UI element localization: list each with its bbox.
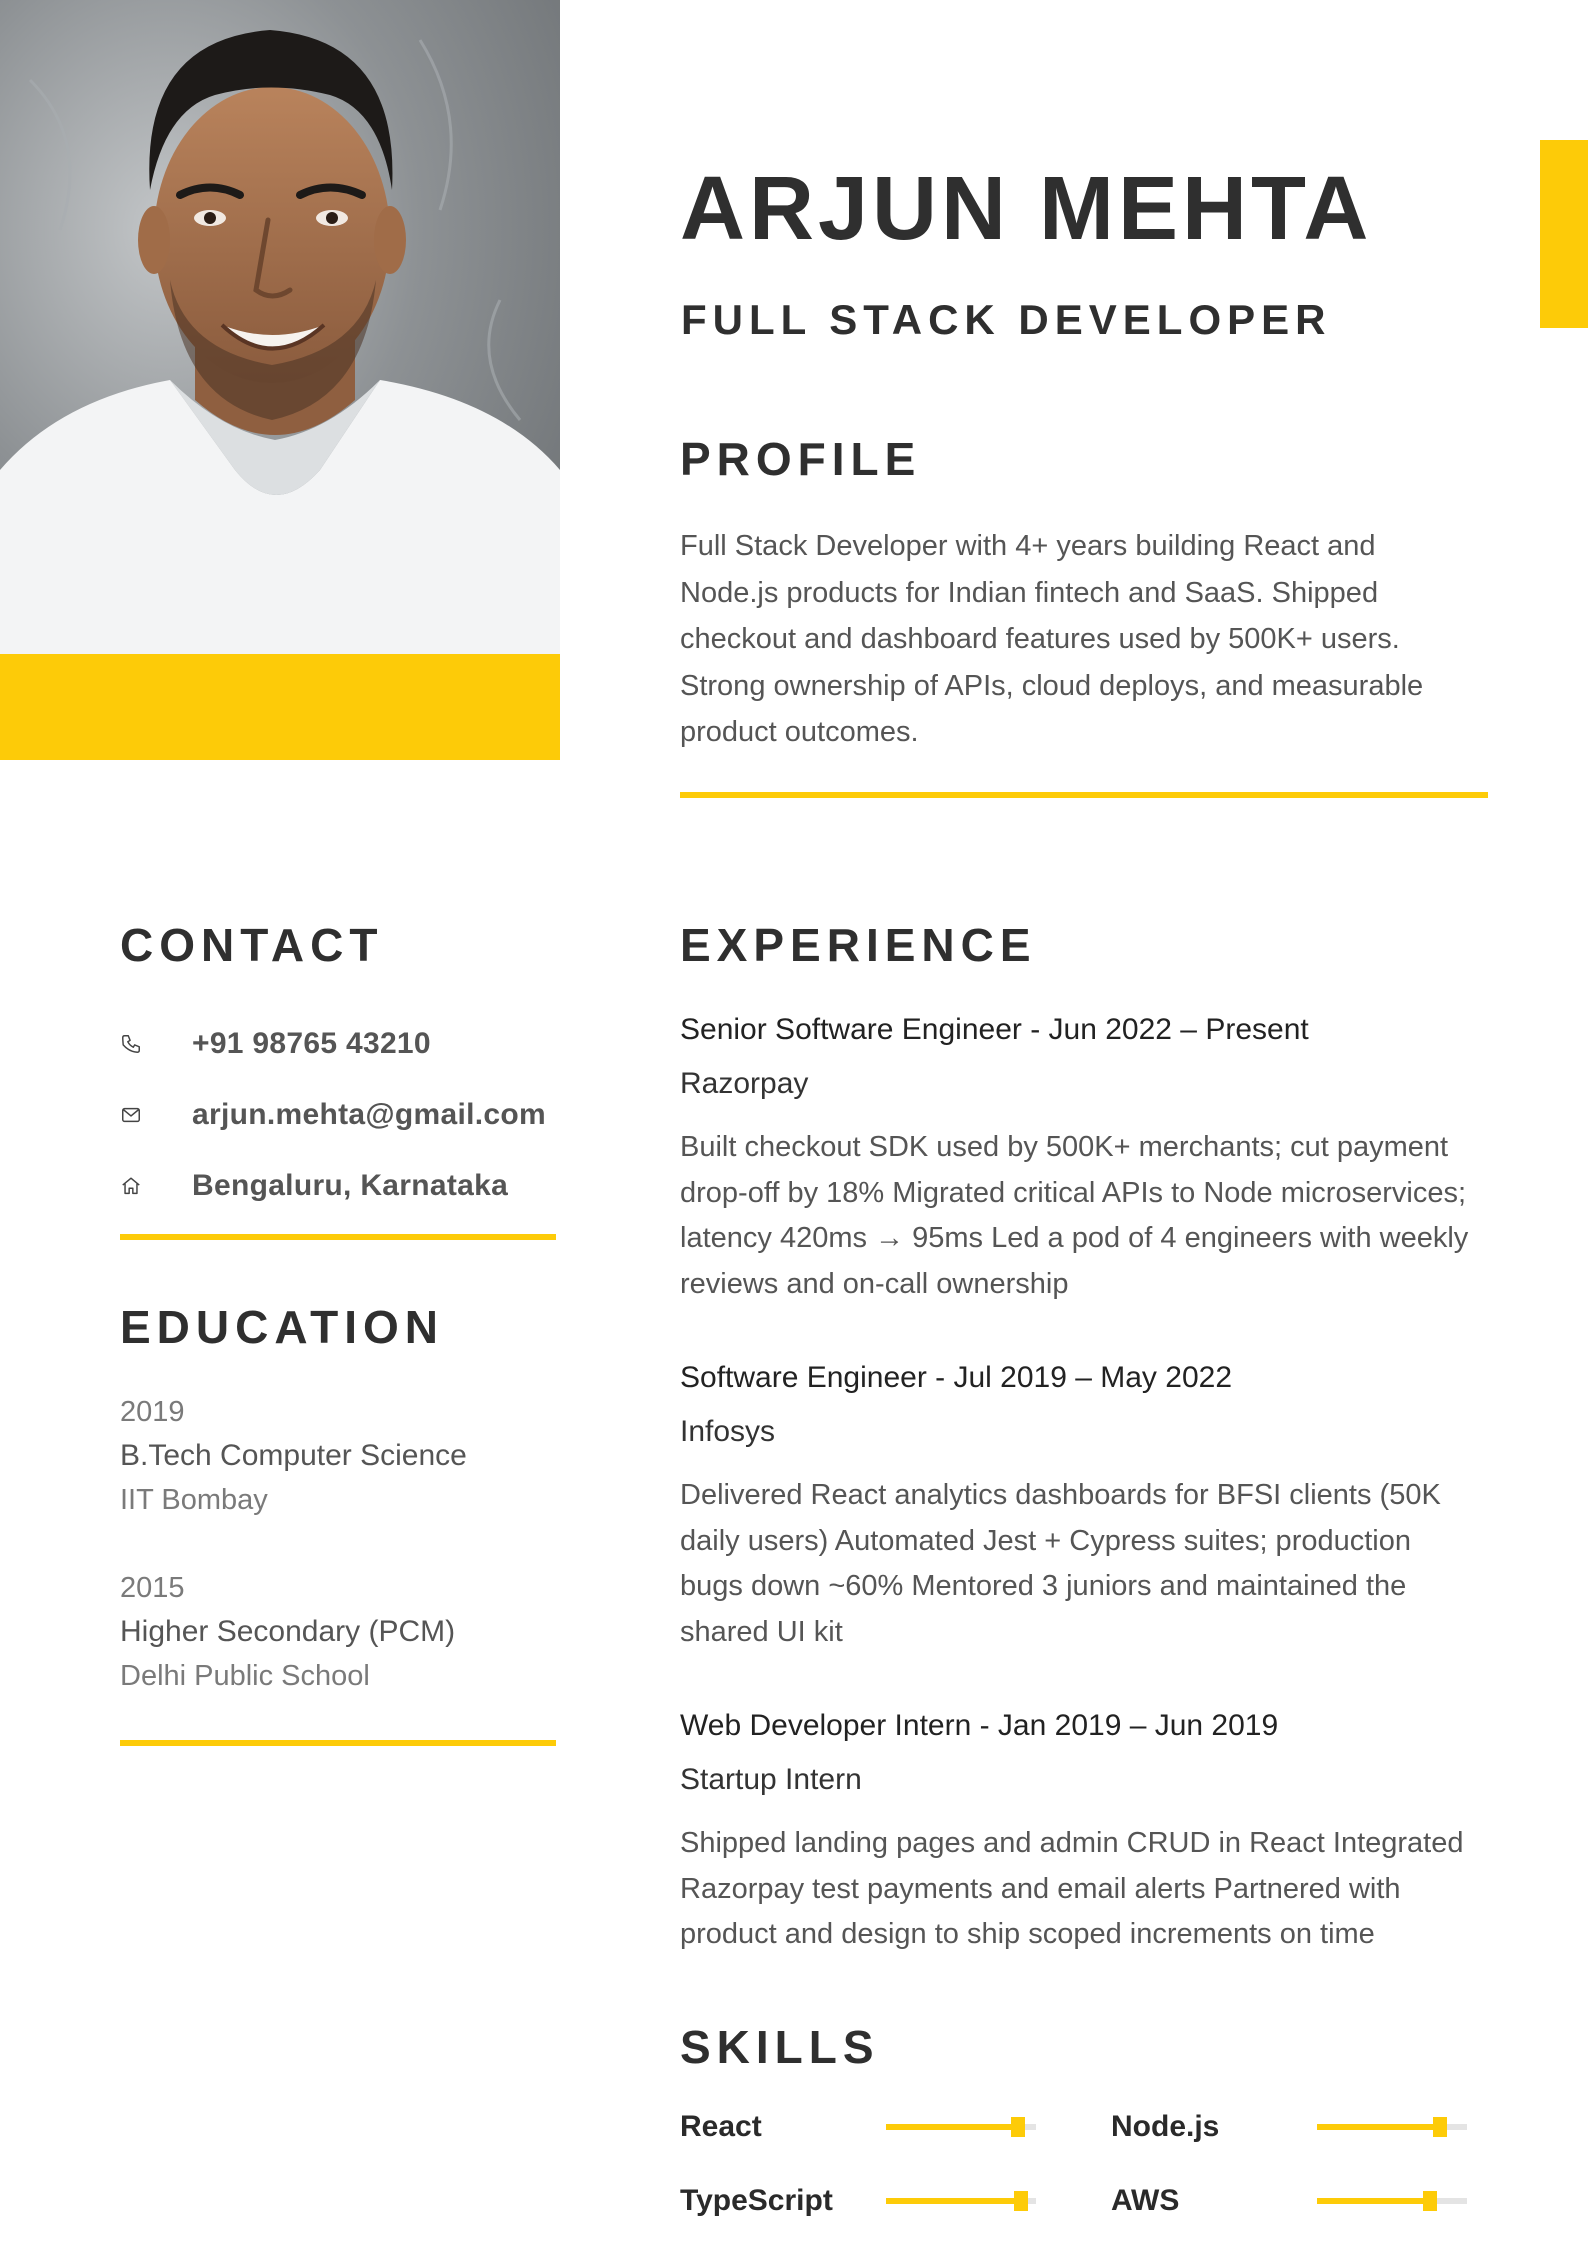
education-entry: [120, 1390, 560, 1522]
phone-icon: [120, 1033, 192, 1055]
skill-name: TypeScript: [680, 2184, 833, 2217]
skill-item: [1111, 2184, 1588, 2218]
profile-text: Full Stack Developer with 4+ years building React and Node.js products for Indian fintech and SaaS. Shipped checkout and dashboard features used by 500K+ users. Strong ownership of APIs, cloud deploys, and measurable product outcomes.: [680, 530, 1424, 748]
home-icon: [120, 1175, 192, 1197]
experience-entry: [680, 1010, 1480, 1307]
job-title: Senior Software Engineer - Jun 2022 – Present: [680, 1013, 1309, 1046]
education-heading: EDUCATION: [120, 1301, 445, 1353]
job-company: Infosys: [680, 1415, 776, 1448]
education-school: IIT Bombay: [120, 1484, 268, 1516]
job-description: Delivered React analytics dashboards for BFSI clients (50K daily users) Automated Jest + Cypress suites; production bugs down ~60% Mentored 3 juniors and maintained the shared UI kit: [680, 1479, 1441, 1648]
education-year: 2019: [120, 1396, 185, 1428]
skill-level-knob: [1011, 2117, 1025, 2137]
education-degree: Higher Secondary (PCM): [120, 1615, 456, 1648]
job-company: Razorpay: [680, 1067, 809, 1100]
skill-level-knob: [1014, 2191, 1028, 2211]
education-divider: [120, 1740, 556, 1746]
contact-email[interactable]: [120, 1079, 560, 1150]
experience-entry: [680, 1706, 1480, 1958]
mail-icon: [120, 1104, 192, 1126]
skill-level-bar: [886, 2198, 1036, 2204]
job-description: Shipped landing pages and admin CRUD in React Integrated Razorpay test payments and email alerts Partnered with product and design to ship scoped increments on time: [680, 1827, 1464, 1950]
education-school: Delhi Public School: [120, 1660, 370, 1692]
skill-level-bar: [1317, 2198, 1467, 2204]
contact-phone[interactable]: [120, 1008, 560, 1079]
contact-location: [120, 1150, 560, 1221]
experience-heading: EXPERIENCE: [680, 919, 1037, 971]
contact-location-text: Bengaluru, Karnataka: [192, 1168, 509, 1202]
skill-level-knob: [1433, 2117, 1447, 2137]
skill-level-fill: [886, 2198, 1021, 2204]
profile-heading: PROFILE: [680, 433, 922, 485]
skills-heading: SKILLS: [680, 2021, 880, 2073]
contact-heading: CONTACT: [120, 919, 384, 971]
profile-photo: [0, 0, 560, 654]
contact-phone-text: +91 98765 43210: [192, 1026, 431, 1060]
job-title: Web Developer Intern - Jan 2019 – Jun 2019: [680, 1709, 1279, 1742]
skill-level-knob: [1423, 2191, 1437, 2211]
experience-entry: [680, 1358, 1480, 1655]
candidate-name: ARJUN MEHTA: [680, 159, 1373, 259]
skill-item: [1111, 2110, 1588, 2144]
contact-email-text: arjun.mehta@gmail.com: [192, 1097, 546, 1131]
job-company: Startup Intern: [680, 1763, 862, 1796]
photo-accent-band: [0, 654, 560, 760]
contact-list: [120, 1008, 560, 1221]
skill-name: AWS: [1111, 2184, 1180, 2217]
job-title: Software Engineer - Jul 2019 – May 2022: [680, 1361, 1232, 1394]
education-entry: [120, 1566, 560, 1698]
profile-divider: [680, 792, 1488, 798]
skill-level-fill: [886, 2124, 1018, 2130]
accent-tab: [1540, 140, 1588, 328]
contact-divider: [120, 1234, 556, 1240]
skill-name: React: [680, 2110, 762, 2143]
skill-level-fill: [1317, 2124, 1440, 2130]
skill-level-bar: [1317, 2124, 1467, 2130]
skill-level-bar: [886, 2124, 1036, 2130]
education-year: 2015: [120, 1572, 185, 1604]
skill-level-fill: [1317, 2198, 1430, 2204]
skill-name: Node.js: [1111, 2110, 1220, 2143]
job-description: Built checkout SDK used by 500K+ merchants; cut payment drop-off by 18% Migrated critical APIs to Node microservices; latency 420ms → 95ms Led a pod of 4 engineers with weekly reviews and on-call ownership: [680, 1131, 1469, 1300]
candidate-role: FULL STACK DEVELOPER: [681, 296, 1332, 343]
education-degree: B.Tech Computer Science: [120, 1439, 467, 1472]
portrait-illustration: [0, 0, 560, 654]
